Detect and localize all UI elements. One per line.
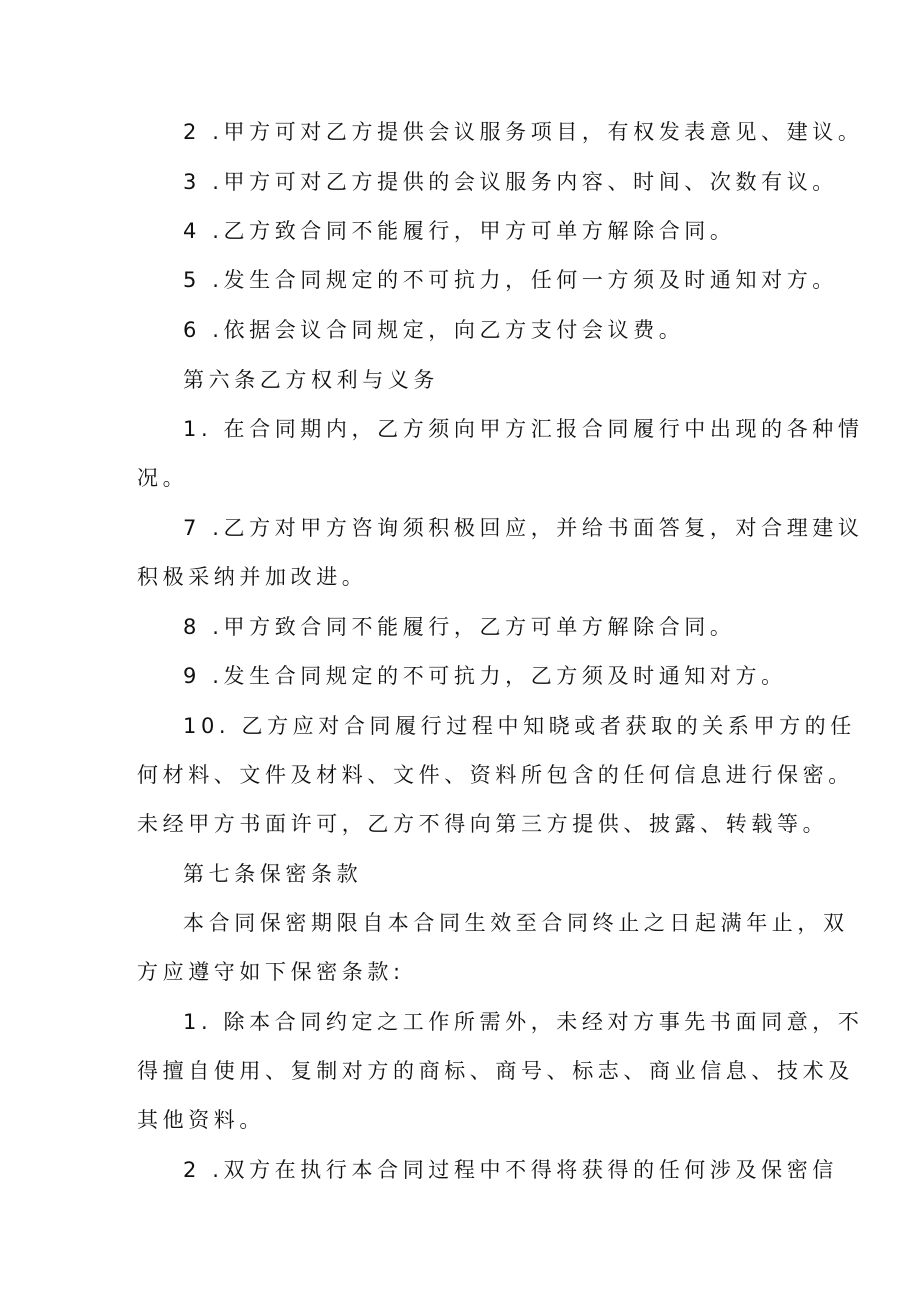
clause-party-a-4: 4 .乙方致合同不能履行，甲方可单方解除合同。 [183,219,736,243]
clause-party-a-2: 2 .甲方可对乙方提供会议服务项目，有权发表意见、建议。 [183,120,864,144]
clause-party-b-1-cont: 况。 [137,466,189,490]
clause-party-a-3: 3 .甲方可对乙方提供的会议服务内容、时间、次数有议。 [183,170,838,194]
clause-party-b-10-cont-1: 何材料、文件及材料、文件、资料所包含的任何信息进行保密。 [137,763,854,787]
clause-party-b-10: 10. 乙方应对合同履行过程中知晓或者获取的关系甲方的任 [183,714,856,738]
clause-party-a-6: 6 .依据会议合同规定，向乙方支付会议费。 [183,318,685,342]
confidentiality-clause-1: 1. 除本合同约定之工作所需外，未经对方事先书面同意，不 [183,1010,864,1034]
confidentiality-clause-2: 2 .双方在执行本合同过程中不得将获得的任何涉及保密信 [183,1158,838,1182]
clause-party-b-9: 9 .发生合同规定的不可抗力，乙方须及时通知对方。 [183,664,787,688]
clause-party-b-7: 7 .乙方对甲方咨询须积极回应，并给书面答复，对合理建议 [183,516,864,540]
clause-party-b-1: 1. 在合同期内，乙方须向甲方汇报合同履行中出现的各种情 [183,417,864,441]
clause-party-b-8: 8 .甲方致合同不能履行，乙方可单方解除合同。 [183,615,736,639]
clause-party-a-5: 5 .发生合同规定的不可抗力，任何一方须及时通知对方。 [183,268,838,292]
confidentiality-intro-cont: 方应遵守如下保密条款: [137,960,405,984]
clause-party-b-10-cont-2: 未经甲方书面许可，乙方不得向第三方提供、披露、转载等。 [137,812,829,836]
confidentiality-clause-1-cont-2: 其他资料。 [137,1108,265,1132]
confidentiality-clause-1-cont-1: 得擅自使用、复制对方的商标、商号、标志、商业信息、技术及 [137,1059,854,1083]
clause-party-b-7-cont: 积极采纳并加改进。 [137,565,368,589]
section-heading-article-6: 第六条乙方权利与义务 [183,368,439,392]
section-heading-article-7: 第七条保密条款 [183,862,363,886]
confidentiality-intro: 本合同保密期限自本合同生效至合同终止之日起满年止，双 [183,911,849,935]
